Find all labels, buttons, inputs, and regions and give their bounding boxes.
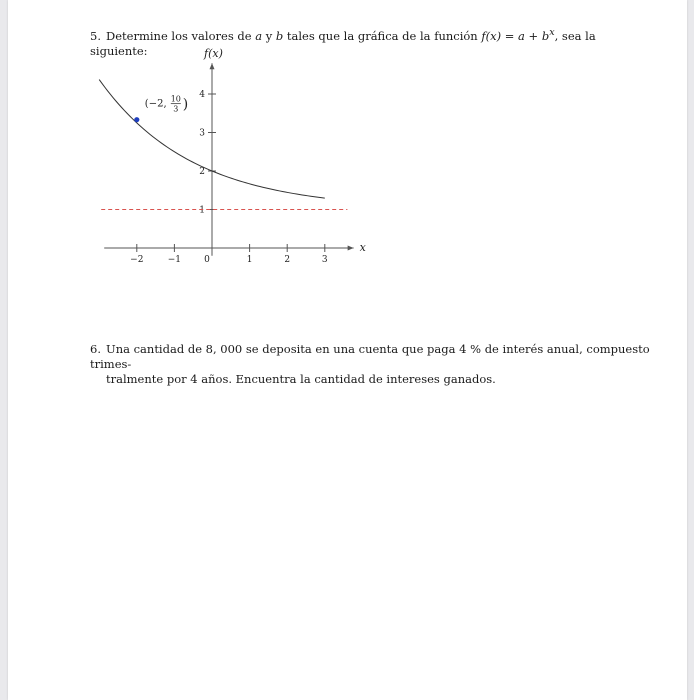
x-tick-label: −2 — [130, 255, 144, 265]
document-page — [8, 0, 687, 700]
point-label-prefix: (−2, — [144, 98, 167, 110]
problem-5-text-middle: tales que la gráfica de la función — [286, 28, 478, 43]
y-axis-arrow — [210, 63, 215, 69]
x-tick-label: 3 — [321, 255, 328, 265]
x-tick-label: 0 — [204, 255, 210, 265]
x-axis-label: x — [359, 241, 366, 254]
problem-5-text-before: Determine los valores de — [106, 28, 252, 43]
problem-6-line-1: Una cantidad de 8, 000 se deposita en una cuenta que paga 4 % de interés anual, compuesto trimes- — [90, 342, 650, 371]
problem-6-number: 6. — [90, 342, 101, 356]
y-tick-label: 1 — [199, 205, 205, 216]
function-formula: f(x) = a + b — [481, 28, 550, 43]
point-marker — [134, 117, 139, 122]
var-a: a — [255, 28, 263, 43]
point-label-denominator: 3 — [173, 104, 179, 114]
formula-exponent: x — [549, 27, 555, 38]
point-label-numerator: 10 — [170, 94, 181, 104]
point-label — [145, 95, 188, 114]
x-axis-arrow — [348, 246, 354, 251]
problem-5-text-after: , sea la siguiente: — [90, 28, 596, 58]
problem-6 — [90, 342, 650, 387]
y-axis-label: f(x) — [204, 47, 223, 61]
problem-6-line-2: tralmente por 4 años. Encuentra la cantidad de intereses ganados. — [106, 372, 496, 386]
x-tick-label: 1 — [246, 255, 253, 265]
problem-5-number: 5. — [90, 28, 101, 43]
y-tick-label: 3 — [199, 128, 205, 139]
point-label-suffix: ) — [182, 96, 189, 113]
var-b: b — [275, 28, 284, 43]
y-tick-label: 2 — [199, 167, 205, 177]
x-tick-label: −1 — [167, 255, 182, 265]
function-graph — [80, 40, 380, 270]
y-tick-label: 4 — [199, 90, 205, 100]
x-tick-label: 2 — [284, 255, 291, 265]
conj-y: y — [265, 28, 273, 43]
